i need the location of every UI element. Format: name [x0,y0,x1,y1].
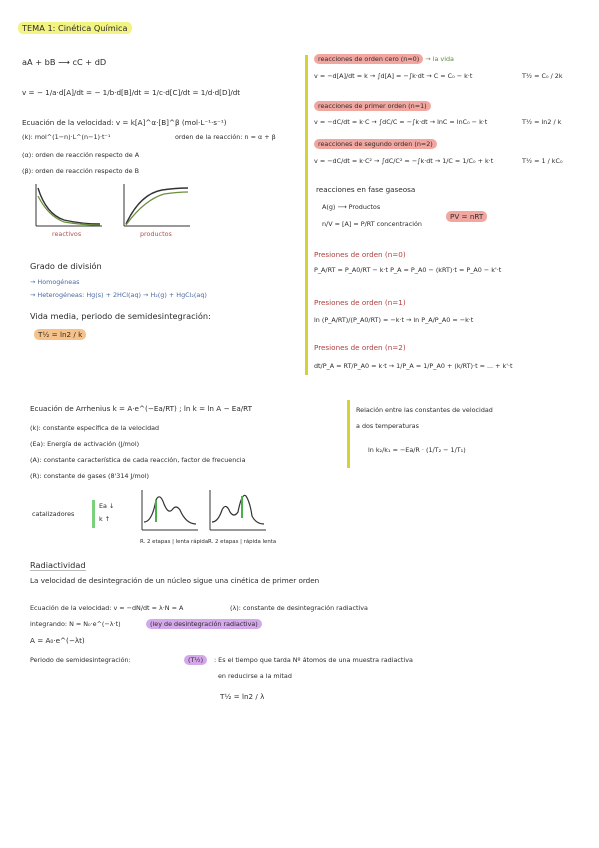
pressure-order1-eq: ln (P_A/RT)/(P_A0/RT) = −k·t → ln P_A/P_A0 = −k·t [314,316,474,324]
diagram1-caption: R. 2 etapas | lenta rápida [140,539,209,545]
arrhenius-equation: Ecuación de Arrhenius k = A·e^(−Ea/RT) ; ln k = ln A − Ea/RT [30,404,253,413]
energy-diagram-slow-fast [138,488,200,536]
page-title: TEMA 1: Cinética Química [18,24,132,33]
energy-diagram-fast-slow [206,488,268,536]
rate-equation: Ecuación de la velocidad: v = k[A]^α·[B]^β (mol·L⁻¹·s⁻¹) [22,118,227,127]
relation-equation: ln k₂/k₁ = −Ea/R · (1/T₂ − 1/T₁) [368,446,466,454]
reactants-label: reactivos [52,230,82,238]
first-order-title: reacciones de primer orden (n=1) [314,102,431,111]
catalysts-label: catalizadores [32,510,75,518]
alpha-def: (α): orden de reacción respecto de A [22,151,140,159]
arrhenius-r: (R): constante de gases (8'314 J/mol) [30,472,149,480]
arrhenius-divider [347,400,350,468]
beta-def: (β): orden de reacción respecto de B [22,167,139,175]
half-life-formula: T½ = ln2 / k [34,330,86,339]
radioactivity-law: (ley de desintegración radiactiva) [146,620,262,629]
radioactivity-title: Radiactividad [30,560,86,570]
second-order-eq: v = −dC/dt = k·C² → ∫dC/C² = −∫k·dt → 1/C = 1/C₀ + k·t [314,157,494,165]
zero-order-title: reacciones de orden cero (n=0) → la vida [314,55,454,64]
arrhenius-ea: (Ea): Energía de activación (J/mol) [30,440,140,448]
gas-reaction: A(g) ⟶ Productos [322,203,381,211]
reactants-graph [30,182,105,232]
first-order-eq: v = −dC/dt = k·C → ∫dC/C = −∫k·dt → lnC = lnC₀ − k·t [314,118,488,126]
half-life-label: Periodo de semidesintegración: [30,656,131,664]
relation-subtitle: a dos temperaturas [356,422,419,430]
diagram2-caption: R. 2 etapas | rápida lenta [208,539,277,545]
radioactivity-integrated: integrando: N = N₀·e^(−λ·t) [30,620,121,628]
rate-definition: v = − 1/a·d[A]/dt = − 1/b·d[B]/dt = 1/c·d[C]/dt = 1/d·d[D]/dt [22,88,241,97]
gas-concentration: n/V = [A] = P/RT concentración [322,220,422,228]
zero-order-half-life: T½ = C₀ / 2k [522,72,563,80]
products-label: productos [140,230,172,238]
homogeneous: → Homogéneas [30,278,80,286]
half-life-definition-1: : Es el tiempo que tarda Nº átomos de una muestra radiactiva [214,656,413,664]
arrhenius-a: (A): constante característica de cada reacción, factor de frecuencia [30,456,246,464]
radioactivity-activity: A = A₀·e^(−λt) [30,636,85,645]
second-order-title: reacciones de segundo orden (n=2) [314,140,437,149]
pressure-order2-eq: dt/P_A = RT/P_A0 = k·t → 1/P_A = 1/P_A0 + (k/RT)·t = ... + k'·t [314,362,513,370]
radioactivity-rate: Ecuación de la velocidad: v = −dN/dt = λ·N = A [30,604,184,612]
pressure-order0-title: Presiones de orden (n=0) [314,250,406,259]
dispersion-title: Grado de división [30,261,102,271]
first-order-half-life: T½ = ln2 / k [522,118,562,126]
gas-phase-title: reacciones en fase gaseosa [316,185,416,194]
products-graph [118,182,193,232]
arrhenius-k: (k): constante específica de la velocidad [30,424,160,432]
half-life-title: Vida media, periodo de semidesintegración: [30,311,211,321]
catalyst-effect-ea: Ea ↓ [99,502,115,510]
relation-title: Relación entre las constantes de velocidad [356,406,493,414]
column-divider [305,55,308,375]
pressure-order2-title: Presiones de orden (n=2) [314,343,406,352]
radioactivity-half-life-formula: T½ = ln2 / λ [220,692,265,701]
heterogeneous: → Heterogéneas: Hg(s) + 2HCl(aq) → H₂(g) + HgCl₂(aq) [30,291,207,299]
half-life-symbol: (T½) [184,656,207,665]
second-order-half-life: T½ = 1 / kC₀ [522,157,563,165]
ideal-gas-law: PV = nRT [446,212,487,221]
reaction-equation: aA + bB ⟶ cC + dD [22,57,107,67]
pressure-order1-title: Presiones de orden (n=1) [314,298,406,307]
zero-order-eq: v = −d[A]/dt = k → ∫d[A] = −∫k·dt → C = C₀ − k·t [314,72,473,80]
catalyst-effect-k: k ↑ [99,515,111,523]
radioactivity-intro: La velocidad de desintegración de un núcleo sigue una cinética de primer orden [30,576,320,585]
k-units: (k): mol^(1−n)·L^(n−1)·t⁻¹ [22,133,111,141]
pressure-order0-eq: P_A/RT = P_A0/RT − k·t P_A = P_A0 − (kRT)·t = P_A0 − k'·t [314,266,502,274]
catalysts-bracket [92,500,95,528]
total-order: orden de la reacción: n = α + β [175,133,276,141]
radioactivity-lambda: (λ): constante de desintegración radiactiva [230,604,368,612]
half-life-definition-2: en reducirse a la mitad [218,672,292,680]
